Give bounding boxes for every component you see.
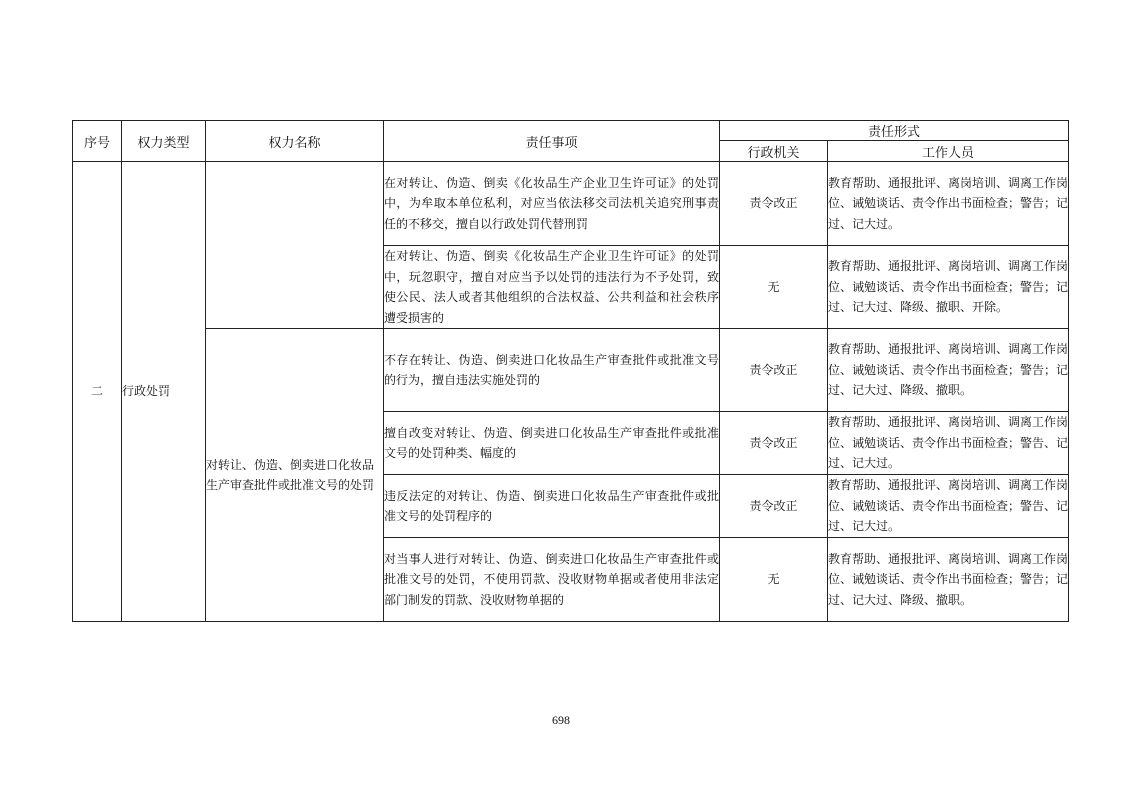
staff-cell: 教育帮助、通报批评、离岗培训、调离工作岗位、诫勉谈话、责令作出书面检查；警告；记过、记大过、降级、撤职。 [828, 538, 1069, 622]
header-form: 责任形式 [720, 121, 1069, 141]
staff-cell: 教育帮助、通报批评、离岗培训、调离工作岗位、诫勉谈话、责令作出书面检查；警告、记过、记大过。 [828, 475, 1069, 538]
staff-cell: 教育帮助、通报批评、离岗培训、调离工作岗位、诫勉谈话、责令作出书面检查；警告；记过、记大过、降级、撤职、开除。 [828, 246, 1069, 329]
power-type-cell: 行政处罚 [122, 162, 206, 622]
agency-cell: 无 [720, 538, 828, 622]
agency-cell: 责令改正 [720, 329, 828, 412]
agency-cell: 责令改正 [720, 412, 828, 475]
responsibility-cell: 擅自改变对转让、伪造、倒卖进口化妆品生产审查批件或批准文号的处罚种类、幅度的 [384, 412, 720, 475]
agency-cell: 责令改正 [720, 475, 828, 538]
agency-cell: 无 [720, 246, 828, 329]
power-name-cell: 对转让、伪造、倒卖进口化妆品生产审查批件或批准文号的处罚 [206, 329, 384, 622]
responsibility-table [72, 120, 1069, 622]
responsibility-cell: 违反法定的对转让、伪造、倒卖进口化妆品生产审查批件或批准文号的处罚程序的 [384, 475, 720, 538]
table-row [73, 329, 1069, 412]
power-name-cell-empty [206, 162, 384, 329]
header-responsibility: 责任事项 [384, 121, 720, 162]
seq-cell: 二 [73, 162, 122, 622]
staff-cell: 教育帮助、通报批评、离岗培训、调离工作岗位、诫勉谈话、责令作出书面检查；警告；记过、记大过。 [828, 162, 1069, 246]
staff-cell: 教育帮助、通报批评、离岗培训、调离工作岗位、诫勉谈话、责令作出书面检查；警告、记过、记大过。 [828, 412, 1069, 475]
responsibility-cell: 在对转让、伪造、倒卖《化妆品生产企业卫生许可证》的处罚中，玩忽职守，擅自对应当予以处罚的违法行为不予处罚，致使公民、法人或者其他组织的合法权益、公共利益和社会秩序遭受损害的 [384, 246, 720, 329]
responsibility-cell: 不存在转让、伪造、倒卖进口化妆品生产审查批件或批准文号的行为，擅自违法实施处罚的 [384, 329, 720, 412]
responsibility-cell: 在对转让、伪造、倒卖《化妆品生产企业卫生许可证》的处罚中，为牟取本单位私利，对应当依法移交司法机关追究刑事责任的不移交，擅自以行政处罚代替刑罚 [384, 162, 720, 246]
agency-cell: 责令改正 [720, 162, 828, 246]
header-power-name: 权力名称 [206, 121, 384, 162]
header-agency: 行政机关 [720, 141, 828, 162]
staff-cell: 教育帮助、通报批评、离岗培训、调离工作岗位、诫勉谈话、责令作出书面检查；警告；记过、记大过、降级、撤职。 [828, 329, 1069, 412]
page-number: 698 [552, 713, 570, 727]
header-staff: 工作人员 [828, 141, 1069, 162]
table-row [73, 162, 1069, 246]
header-seq: 序号 [73, 121, 122, 162]
responsibility-cell: 对当事人进行对转让、伪造、倒卖进口化妆品生产审查批件或批准文号的处罚，不使用罚款、没收财物单据或者使用非法定部门制发的罚款、没收财物单据的 [384, 538, 720, 622]
header-power-type: 权力类型 [122, 121, 206, 162]
